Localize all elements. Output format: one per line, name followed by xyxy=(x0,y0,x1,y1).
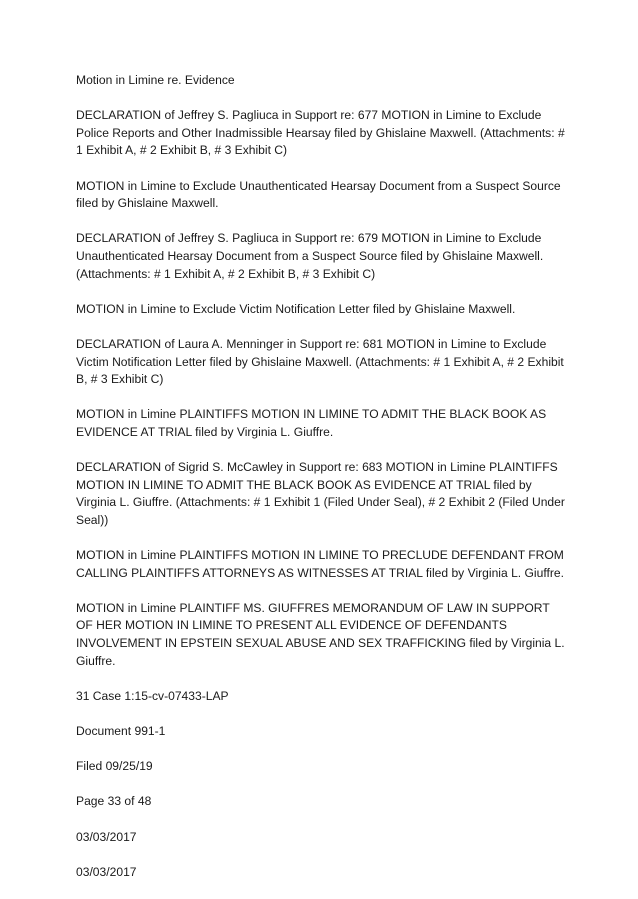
entry-text: MOTION in Limine PLAINTIFFS MOTION IN LIMINE TO PRECLUDE DEFENDANT FROM CALLING PLAINTIFFS ATTORNEYS AS WITNESSES AT TRIAL filed by Virginia L. Giuffre. xyxy=(76,548,564,580)
entry-date: 03/03/2017 xyxy=(76,864,137,879)
entry-date: 03/03/2017 xyxy=(76,829,137,844)
case-number: 31 Case 1:15-cv-07433-LAP xyxy=(76,688,229,703)
entry-text: MOTION in Limine PLAINTIFFS MOTION IN LIMINE TO ADMIT THE BLACK BOOK AS EVIDENCE AT TRIAL filed by Virginia L. Giuffre. xyxy=(76,407,547,439)
document-body xyxy=(76,72,568,899)
entry-text: DECLARATION of Jeffrey S. Pagliuca in Support re: 677 MOTION in Limine to Exclude Police Reports and Other Inadmissible Hearsay filed by Ghislaine Maxwell. (Attachments: # 1 Exhibit A, # 2 Exhibit B, # 3 Exhibit C) xyxy=(76,108,565,158)
entry-text: MOTION in Limine to Exclude Unauthenticated Hearsay Document from a Suspect Source filed by Ghislaine Maxwell. xyxy=(76,178,561,211)
entry-text: DECLARATION of Laura A. Menninger in Support re: 681 MOTION in Limine to Exclude Victim Notification Letter filed by Ghislaine Maxwell. (Attachments: # 1 Exhibit A, # 2 Exhibit B, # 3 Exhibit C) xyxy=(76,336,564,387)
entry-text: Motion in Limine re. Evidence xyxy=(76,73,235,87)
document-number: Document 991-1 xyxy=(76,723,166,738)
filed-date: Filed 09/25/19 xyxy=(76,759,153,774)
entry-text: MOTION in Limine to Exclude Victim Notification Letter filed by Ghislaine Maxwell. xyxy=(76,301,516,316)
entry-text: MOTION in Limine PLAINTIFF MS. GIUFFRES MEMORANDUM OF LAW IN SUPPORT OF HER MOTION IN LIMINE TO PRESENT ALL EVIDENCE OF DEFENDANTS INVOLVEMENT IN EPSTEIN SEXUAL ABUSE AND SEX TRAFFICKING filed by Virginia L. Giuffre. xyxy=(76,600,565,668)
entry-text: DECLARATION of Jeffrey S. Pagliuca in Support re: 679 MOTION in Limine to Exclude Unauthenticated Hearsay Document from a Suspect Source filed by Ghislaine Maxwell. (Attachments: # 1 Exhibit A, # 2 Exhibit B, # 3 Exhibit C) xyxy=(76,231,544,281)
page-number: Page 33 of 48 xyxy=(76,794,152,809)
entry-text: DECLARATION of Sigrid S. McCawley in Support re: 683 MOTION in Limine PLAINTIFFS MOTION IN LIMINE TO ADMIT THE BLACK BOOK AS EVIDENCE AT TRIAL filed by Virginia L. Giuffre. (Attachments: # 1 Exhibit 1 (Filed Under Seal), # 2 Exhibit 2 (Filed Under Seal)) xyxy=(76,460,565,527)
